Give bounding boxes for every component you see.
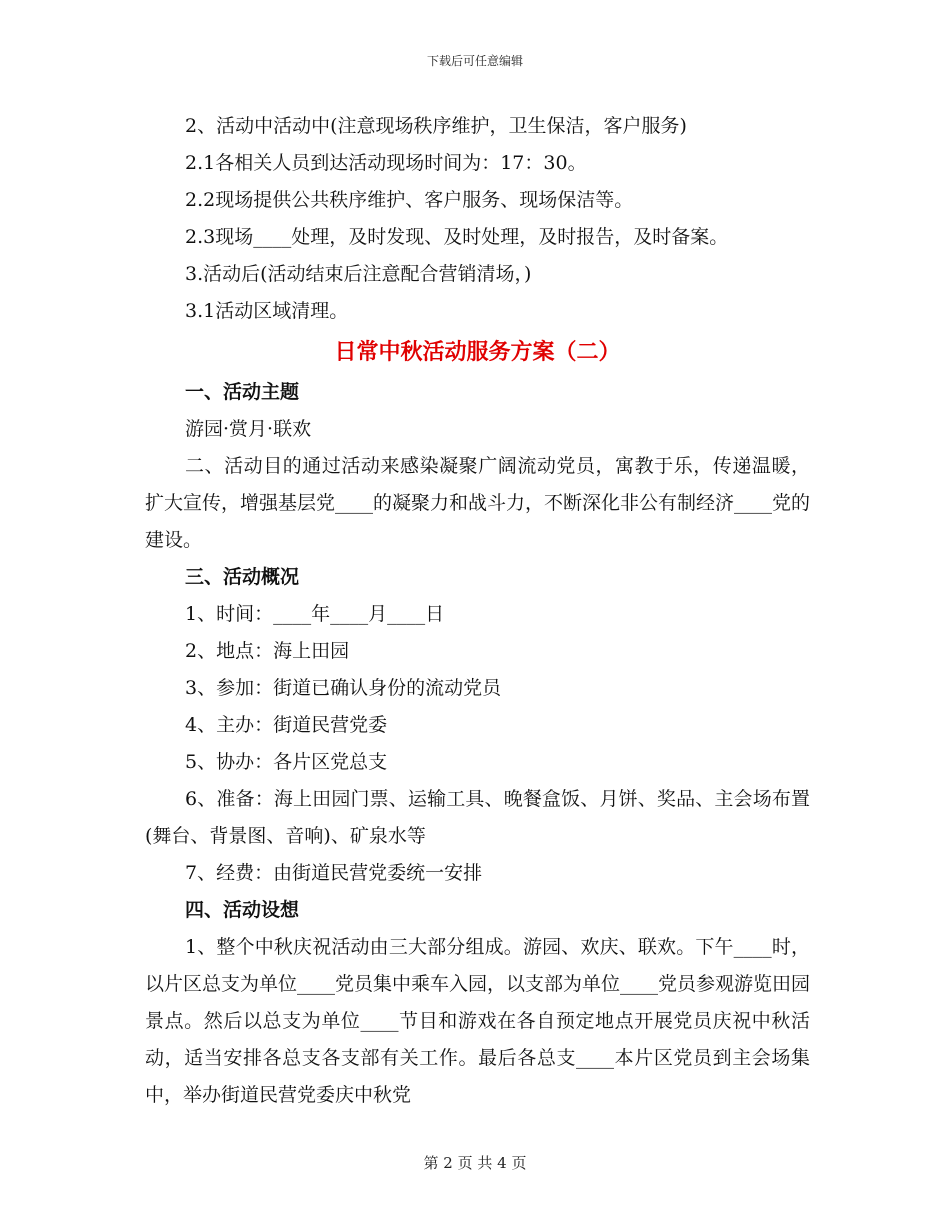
paragraph: 2.1各相关人员到达活动现场时间为：17：30。 [185, 152, 587, 174]
paragraph: 二、活动目的通过活动来感染凝聚广阔流动党员，寓教于乐，传递温暖，扩大宣传，增强基层党____的凝聚力和战斗力，不断深化非公有制经济____党的建设。 [145, 455, 811, 551]
list-item: 6、准备：海上田园门票、运输工具、晚餐盒饭、月饼、奖品、主会场布置(舞台、背景图、音响)、矿泉水等 [145, 788, 810, 847]
list-item: 3、参加：街道已确认身份的流动党员 [185, 677, 502, 699]
section-heading: 三、活动概况 [185, 566, 300, 588]
list-item: 2、地点：海上田园 [185, 640, 350, 662]
page-number: 第 2 页 共 4 页 [423, 1154, 527, 1172]
list-item: 4、主办：街道民营党委 [185, 714, 388, 736]
document-body [145, 108, 810, 1114]
section-heading: 一、活动主题 [185, 381, 300, 403]
list-item: 7、经费：由街道民营党委统一安排 [185, 862, 483, 884]
paragraph: 2、活动中活动中(注意现场秩序维护，卫生保洁，客户服务) [185, 115, 687, 137]
paragraph: 3.1活动区域清理。 [185, 300, 349, 322]
section-heading: 四、活动设想 [185, 899, 300, 921]
paragraph: 2.2现场提供公共秩序维护、客户服务、现场保洁等。 [185, 189, 634, 211]
paragraph: 1、整个中秋庆祝活动由三大部分组成。游园、欢庆、联欢。下午____时，以片区总支为单位____党员集中乘车入园，以支部为单位____党员参观游览田园景点。然后以总支为单位____节目和游戏在各自预定地点开展党员庆祝中秋活动，适当安排各总支各支部有关工作。最后各总支____本片区党员到主会场集中，举办街道民营党委庆中秋党 [145, 936, 811, 1106]
header-note: 下载后可任意编辑 [426, 54, 523, 68]
paragraph: 2.3现场____处理，及时发现、及时处理，及时报告，及时备案。 [185, 226, 729, 248]
list-item: 5、协办：各片区党总支 [185, 751, 388, 773]
list-item: 1、时间：____年____月____日 [185, 603, 445, 625]
paragraph: 3.活动后(活动结束后注意配合营销清场，) [185, 263, 532, 285]
document-title: 日常中秋活动服务方案（二） [334, 339, 621, 365]
paragraph: 游园·赏月·联欢 [185, 418, 312, 440]
